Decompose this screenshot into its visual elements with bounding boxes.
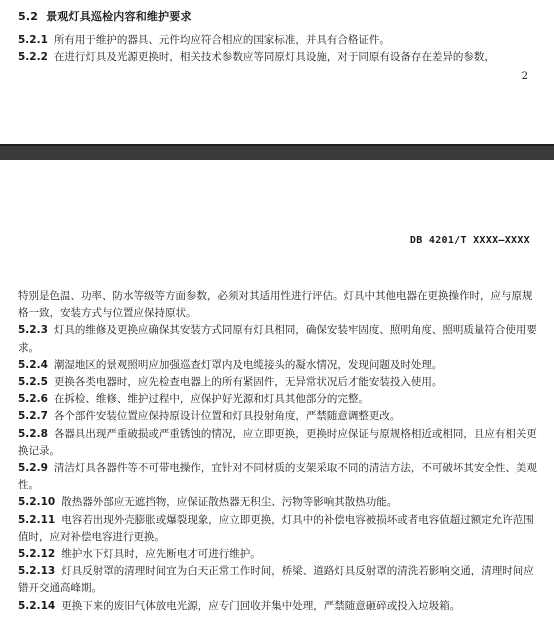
document-page-bottom — [0, 160, 554, 620]
clause-text: 各个部件安装位置应保持原设计位置和灯具投射角度，严禁随意调整更改。 — [53, 410, 401, 423]
page-number: 2 — [521, 71, 528, 82]
clause-number: 5.2.2 — [18, 51, 48, 63]
section-heading — [18, 8, 192, 24]
clause — [18, 32, 538, 49]
section-number: 5.2 — [18, 10, 39, 23]
clause — [18, 49, 538, 66]
clause-number: 5.2.6 — [18, 393, 48, 406]
clause — [18, 426, 540, 460]
clause-text: 灯具反射罩的清理时间宜为白天正常工作时间，桥梁、道路灯具反射罩的清洗若影响交通，清理时间应错开交通高峰期。 — [18, 565, 534, 595]
clause — [18, 512, 540, 546]
document-body — [18, 288, 540, 615]
clause — [18, 374, 540, 391]
clause-text: 电容若出现外壳膨胀或爆裂现象，应立即更换，灯具中的补偿电容被损坏或者电容值超过额定允许范围值时，应对补偿电容进行更换。 — [18, 513, 534, 543]
clause-text: 清洁灯具各器件等不可带电操作，宜针对不同材质的支架采取不同的清洁方法，不可破坏其安全性、美观性。 — [18, 462, 537, 492]
clause-text: 更换各类电器时，应先检查电器上的所有紧固件，无异常状况后才能安装投入使用。 — [53, 376, 443, 389]
clause-text: 在拆检、维修、维护过程中，应保护好光源和灯具其他部分的完整。 — [53, 393, 369, 406]
continuation-paragraph: 特别是色温、功率、防水等级等方面参数，必须对其适用性进行评估。灯具中其他电器在更换操作时，应与原规格一致，安装方式与位置应保持原状。 — [18, 290, 533, 320]
clause — [18, 357, 540, 374]
page-separator — [0, 144, 554, 160]
clause — [18, 598, 540, 615]
clause-number: 5.2.4 — [18, 358, 48, 371]
clause-number: 5.2.8 — [18, 427, 48, 440]
clause-text: 潮湿地区的景观照明应加强巡查灯罩内及电缆接头的凝水情况，发现问题及时处理。 — [53, 358, 443, 371]
clause — [18, 408, 540, 425]
clause-number: 5.2.14 — [18, 599, 56, 612]
clause-text: 各器具出现严重破损或严重锈蚀的情况，应立即更换，更换时应保证与原规格相近或相同，且应有相关更换记录。 — [18, 427, 537, 457]
clause — [18, 563, 540, 597]
clause-number: 5.2.9 — [18, 462, 48, 475]
clause-number: 5.2.3 — [18, 324, 48, 337]
clause — [18, 391, 540, 408]
clause-text: 在进行灯具及光源更换时，相关技术参数应等同原灯具设施，对于同原有设备存在差异的参数， — [53, 51, 495, 63]
clause-number: 5.2.1 — [18, 34, 48, 46]
section-title: 景观灯具巡检内容和维护要求 — [46, 10, 192, 23]
clause-number: 5.2.12 — [18, 548, 56, 561]
clause-text: 更换下来的废旧气体放电光源，应专门回收并集中处理，严禁随意砸碎或投入垃圾箱。 — [61, 599, 461, 612]
clause — [18, 322, 540, 356]
clause — [18, 546, 540, 563]
clause-number: 5.2.7 — [18, 410, 48, 423]
clause-number: 5.2.5 — [18, 376, 48, 389]
clause-text: 灯具的维修及更换应确保其安装方式同原有灯具相同，确保安装牢固度、照明角度、照明质量符合使用要求。 — [18, 324, 537, 354]
page-separator-edge — [0, 144, 554, 146]
clause — [18, 460, 540, 494]
clause-number: 5.2.13 — [18, 565, 56, 578]
document-code: DB 4201/T XXXX—XXXX — [409, 235, 530, 246]
clause-text: 维护水下灯具时，应先断电才可进行维护。 — [61, 548, 261, 561]
clause — [18, 494, 540, 511]
clause-text: 散热器外部应无遮挡物，应保证散热器无积尘、污物等影响其散热功能。 — [61, 496, 398, 509]
clause-number: 5.2.10 — [18, 496, 56, 509]
clause-text: 所有用于维护的器具、元件均应符合相应的国家标准，并具有合格证件。 — [53, 34, 390, 46]
clause-number: 5.2.11 — [18, 513, 56, 526]
document-page-top — [0, 0, 554, 144]
